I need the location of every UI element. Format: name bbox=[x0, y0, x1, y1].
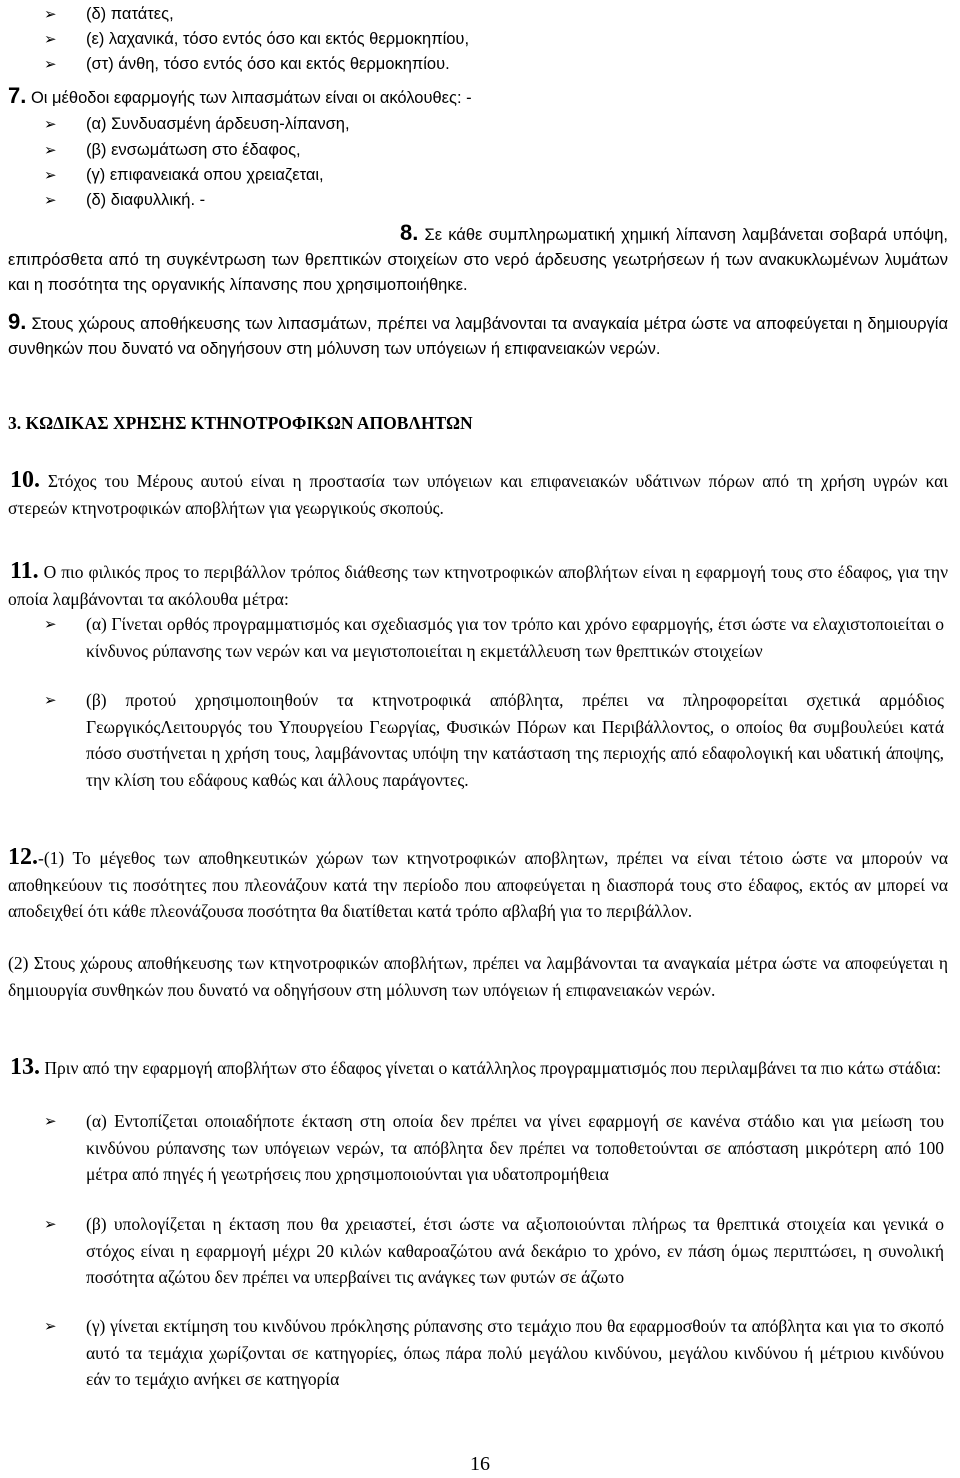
bullet-text: (στ) άνθη, τόσο εντός όσο και εκτός θερμοκηπίου. bbox=[86, 55, 450, 73]
item-text: Ο πιο φιλικός προς το περιβάλλον τρόπος διάθεσης των κτηνοτροφικών αποβλήτων είναι η εφαρμογή τους στο έδαφος, για την οποία λαμβάνονται τα ακόλουθα μέτρα: bbox=[8, 562, 948, 609]
bullet-item bbox=[44, 1313, 944, 1393]
item-12-part-2: (2) Στους χώρους αποθήκευσης των κτηνοτροφικών αποβλήτων, πρέπει να λαμβάνονται τα αναγκαία μέτρα ώστε να αποφεύγεται η δημιουργία συνθηκών που δυνατό να οδηγήσουν στη μόλυνση των υπόγειων ή επιφανειακών νερών. bbox=[8, 953, 948, 1000]
item-number: 13. bbox=[10, 1054, 40, 1080]
arrow-bullet-icon: ➢ bbox=[44, 5, 57, 23]
bullet-text: (γ) επιφανειακά οπου χρειαζεται, bbox=[86, 166, 324, 184]
arrow-bullet-icon: ➢ bbox=[44, 615, 57, 633]
item-number: 9. bbox=[8, 309, 27, 334]
bullet-item bbox=[44, 1211, 944, 1291]
arrow-bullet-icon: ➢ bbox=[44, 1215, 57, 1233]
item-text: -(1) Το μέγεθος των αποθηκευτικών χώρων των κτηνοτροφικών αποβλητων, πρέπει να είναι τέτοιο ώστε να μπορούν να αποθηκεύουν τις ποσότητες που πλεονάζουν κατά την περίοδο που αποφεύγεται η διασπορά τους στο έδαφος, εκτός αν μπορεί να αποδειχθεί ότι κάθε πλεονάζουσα ποσότητα θα διατίθεται κατά τρόπο αβλαβή για το περιβάλλον. bbox=[8, 848, 948, 921]
bullet-text: (β) υπολογίζεται η έκταση που θα χρειαστεί, έτσι ώστε να αξιοποιούνται πλήρως τα θρεπτικά στοιχεία και γενικά ο στόχος είναι η εφαρμογή μέχρι 20 κιλών καθαροαζώτου ανά δεκάριο το χρόνο, εν πάση όμως περιπτώσει, η συνολική ποσότητα αζώτου δεν πρέπει να υπερβαίνει τις ανάγκες των φυτών σε άζωτο bbox=[86, 1214, 944, 1287]
arrow-bullet-icon: ➢ bbox=[44, 115, 57, 133]
item-number: 10. bbox=[10, 467, 40, 493]
bullet-item bbox=[44, 1108, 944, 1188]
item-10 bbox=[8, 467, 948, 521]
item-12 bbox=[8, 844, 948, 925]
bullet-text: (δ) διαφυλλική. - bbox=[86, 191, 206, 209]
arrow-bullet-icon: ➢ bbox=[44, 166, 57, 184]
bullet-text: (δ) πατάτες, bbox=[86, 5, 174, 23]
item-text: Στους χώρους αποθήκευσης των λιπασμάτων, πρέπει να λαμβάνονται τα αναγκαία μέτρα ώστε να αποφεύγεται η δημιουργία συνθηκών που δυνατό να οδηγήσουν στη μόλυνση των υπόγειων ή επιφανειακών νερών. bbox=[8, 315, 948, 358]
item-9 bbox=[8, 309, 948, 362]
bullet-text: (γ) γίνεται εκτίμηση του κινδύνου πρόκλησης ρύπανσης στο τεμάχιο που θα εφαρμοσθούν τα απόβλητα και για το σκοπό αυτό τα τεμάχια χωρίζονται σε κατηγορίες, όπως πάρα πολύ μεγάλου κινδύνου, μεγάλου κινδύνου ή μέτριου κινδύνου εάν το τεμάχιο ανήκει σε κατηγορία bbox=[86, 1316, 944, 1389]
bullet-text: (ε) λαχανικά, τόσο εντός όσο και εκτός θερμοκηπίου, bbox=[86, 30, 470, 48]
arrow-bullet-icon: ➢ bbox=[44, 30, 57, 48]
bullet-text: (β) ενσωμάτωση στο έδαφος, bbox=[86, 141, 301, 159]
item-number: 7. bbox=[8, 83, 27, 108]
item-13 bbox=[8, 1054, 948, 1082]
arrow-bullet-icon: ➢ bbox=[44, 691, 57, 709]
item-text: Σε κάθε συμπληρωματική χημική λίπανση λαμβάνεται σοβαρά υπόψη, επιπρόσθετα από τη συγκέντρωση των θρεπτικών στοιχείων στο νερό άρδευσης γεωτρήσεων ή των ανακυκλωμένων λυμάτων και η ποσότητα της οργανικής λίπανσης που χρησιμοποιήθηκε. bbox=[8, 226, 948, 294]
item-8 bbox=[8, 220, 948, 298]
arrow-bullet-icon: ➢ bbox=[44, 191, 57, 209]
bullet-item bbox=[44, 687, 944, 793]
item-text: Στόχος του Μέρους αυτού είναι η προστασία των υπόγειων και επιφανειακών υδάτινων πόρων από τη χρήση υγρών και στερεών κτηνοτροφικών αποβλήτων για γεωργικούς σκοπούς. bbox=[8, 471, 948, 518]
item-7 bbox=[8, 83, 472, 111]
item-number: 12. bbox=[8, 844, 38, 870]
bullet-text: (α) Εντοπίζεται οποιαδήποτε έκταση στη οποία δεν πρέπει να γίνει εφαρμογή σε κανένα στάδιο και για μείωση του κινδύνου ρύπανσης των υπόγειων νερών, τα απόβλητα δεν πρέπει να τοποθετούνται σε απόσταση μικρότερη από 100 μέτρα από πηγές ή γεωτρήσεις που χρησιμοποιούνται για υδατοπρομήθεια bbox=[86, 1111, 944, 1184]
bullet-text: (β) προτού χρησιμοποιηθούν τα κτηνοτροφικά απόβλητα, πρέπει να πληροφορείται σχετικά αρμόδιος ΓεωργικόςΛειτουργός του Υπουργείου Γεωργίας, Φυσικών Πόρων και Περιβάλλοντος, ο οποίος θα συμβουλεύει κατά πόσο συστήνεται η χρήση τους, λαμβάνοντας υπόψη την κατάσταση της περιοχής από εδαφολογική και υδατική άποψης, την κλίση του εδάφους καθώς και άλλους παράγοντες. bbox=[86, 690, 944, 790]
bullet-item bbox=[44, 611, 944, 664]
arrow-bullet-icon: ➢ bbox=[44, 1112, 57, 1130]
section-heading: 3. ΚΩΔΙΚΑΣ ΧΡΗΣΗΣ ΚΤΗΝΟΤΡΟΦΙΚΩΝ ΑΠΟΒΛΗΤΩΝ bbox=[8, 413, 473, 433]
item-number: 8. bbox=[400, 220, 419, 245]
bullet-text: (α) Γίνεται ορθός προγραμματισμός και σχεδιασμός για τον τρόπο και χρόνο εφαρμογής, έτσι ώστε να ελαχιστοποιείται ο κίνδυνος ρύπανσης των νερών και να μεγιστοποιείται η εκμετάλλευση των θρεπτικών στοιχείων bbox=[86, 614, 944, 661]
item-text: Πριν από την εφαρμογή αποβλήτων στο έδαφος γίνεται ο κατάλληλος προγραμματισμός που περιλαμβάνει τα πιο κάτω στάδια: bbox=[44, 1058, 942, 1078]
item-number: 11. bbox=[10, 558, 39, 584]
arrow-bullet-icon: ➢ bbox=[44, 1317, 57, 1335]
item-text: Οι μέθοδοι εφαρμογής των λιπασμάτων είναι οι ακόλουθες: - bbox=[30, 89, 472, 107]
bullet-text: (α) Συνδυασμένη άρδευση-λίπανση, bbox=[86, 115, 350, 133]
item-11 bbox=[8, 558, 948, 612]
page-number: 16 bbox=[470, 1453, 490, 1475]
arrow-bullet-icon: ➢ bbox=[44, 55, 57, 73]
arrow-bullet-icon: ➢ bbox=[44, 141, 57, 159]
